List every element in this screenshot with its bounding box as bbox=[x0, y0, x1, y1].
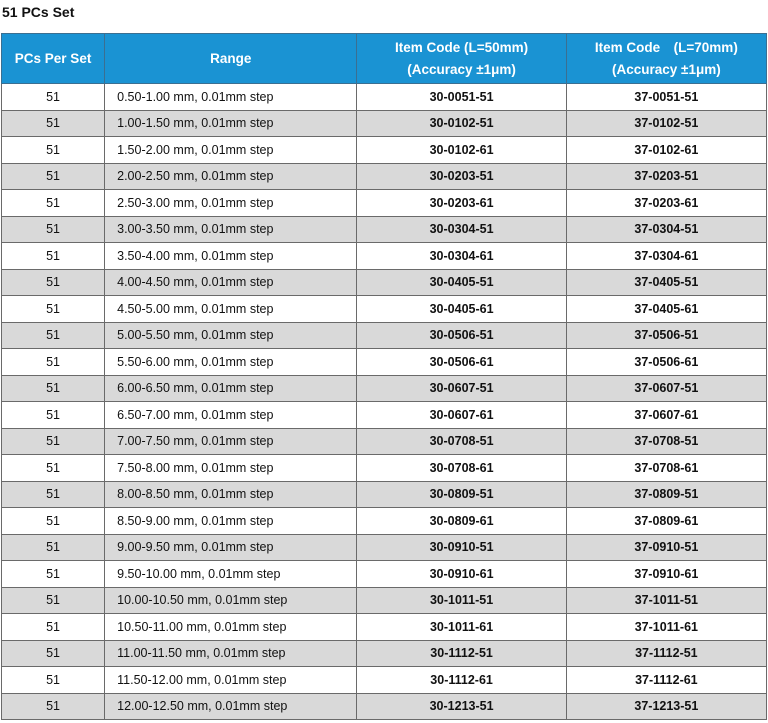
cell-range: 9.50-10.00 mm, 0.01mm step bbox=[105, 561, 357, 588]
cell-code-70: 37-0203-61 bbox=[566, 190, 766, 217]
cell-range: 10.50-11.00 mm, 0.01mm step bbox=[105, 614, 357, 641]
cell-code-70: 37-0809-51 bbox=[566, 481, 766, 508]
cell-code-70: 37-1112-61 bbox=[566, 667, 766, 694]
cell-code-50: 30-1011-61 bbox=[357, 614, 566, 641]
cell-pcs: 51 bbox=[2, 349, 105, 376]
cell-pcs: 51 bbox=[2, 508, 105, 535]
table-row bbox=[2, 216, 767, 243]
gauge-set-table bbox=[1, 33, 767, 720]
cell-pcs: 51 bbox=[2, 163, 105, 190]
cell-code-70: 37-1213-51 bbox=[566, 693, 766, 720]
cell-range: 11.00-11.50 mm, 0.01mm step bbox=[105, 640, 357, 667]
cell-code-50: 30-1112-51 bbox=[357, 640, 566, 667]
cell-code-70: 37-1011-61 bbox=[566, 614, 766, 641]
table-row bbox=[2, 269, 767, 296]
cell-range: 6.50-7.00 mm, 0.01mm step bbox=[105, 402, 357, 429]
cell-range: 0.50-1.00 mm, 0.01mm step bbox=[105, 84, 357, 111]
cell-pcs: 51 bbox=[2, 375, 105, 402]
col-header-pcs bbox=[2, 34, 105, 84]
table-row bbox=[2, 349, 767, 376]
col-header-code-70 bbox=[566, 34, 766, 84]
table-row bbox=[2, 322, 767, 349]
cell-pcs: 51 bbox=[2, 667, 105, 694]
cell-range: 7.50-8.00 mm, 0.01mm step bbox=[105, 455, 357, 482]
cell-pcs: 51 bbox=[2, 110, 105, 137]
cell-pcs: 51 bbox=[2, 84, 105, 111]
cell-code-50: 30-0910-51 bbox=[357, 534, 566, 561]
cell-code-50: 30-0708-51 bbox=[357, 428, 566, 455]
cell-code-50: 30-0102-51 bbox=[357, 110, 566, 137]
cell-code-70: 37-0506-51 bbox=[566, 322, 766, 349]
cell-code-70: 37-0304-61 bbox=[566, 243, 766, 270]
cell-range: 12.00-12.50 mm, 0.01mm step bbox=[105, 693, 357, 720]
cell-range: 4.50-5.00 mm, 0.01mm step bbox=[105, 296, 357, 323]
cell-code-70: 37-0405-61 bbox=[566, 296, 766, 323]
cell-code-70: 37-0607-61 bbox=[566, 402, 766, 429]
cell-range: 1.50-2.00 mm, 0.01mm step bbox=[105, 137, 357, 164]
cell-code-50: 30-0910-61 bbox=[357, 561, 566, 588]
cell-code-50: 30-0203-61 bbox=[357, 190, 566, 217]
cell-pcs: 51 bbox=[2, 243, 105, 270]
cell-pcs: 51 bbox=[2, 322, 105, 349]
cell-code-50: 30-0304-51 bbox=[357, 216, 566, 243]
table-row bbox=[2, 455, 767, 482]
table-row bbox=[2, 508, 767, 535]
table-header-row bbox=[2, 34, 767, 84]
cell-range: 4.00-4.50 mm, 0.01mm step bbox=[105, 269, 357, 296]
cell-code-70: 37-0405-51 bbox=[566, 269, 766, 296]
table-body bbox=[2, 84, 767, 720]
cell-code-50: 30-0607-51 bbox=[357, 375, 566, 402]
col-header-code-70-line1: Item Code (L=70mm) bbox=[594, 39, 738, 55]
cell-code-70: 37-0607-51 bbox=[566, 375, 766, 402]
cell-range: 1.00-1.50 mm, 0.01mm step bbox=[105, 110, 357, 137]
table-row bbox=[2, 534, 767, 561]
page-title: 51 PCs Set bbox=[2, 4, 75, 20]
cell-code-50: 30-0708-61 bbox=[357, 455, 566, 482]
col-header-code-50 bbox=[357, 34, 566, 84]
cell-range: 5.00-5.50 mm, 0.01mm step bbox=[105, 322, 357, 349]
cell-pcs: 51 bbox=[2, 428, 105, 455]
cell-pcs: 51 bbox=[2, 561, 105, 588]
table-row bbox=[2, 640, 767, 667]
cell-code-70: 37-0708-61 bbox=[566, 455, 766, 482]
cell-code-50: 30-0304-61 bbox=[357, 243, 566, 270]
cell-code-70: 37-1011-51 bbox=[566, 587, 766, 614]
cell-range: 10.00-10.50 mm, 0.01mm step bbox=[105, 587, 357, 614]
cell-pcs: 51 bbox=[2, 216, 105, 243]
cell-code-50: 30-0203-51 bbox=[357, 163, 566, 190]
table-row bbox=[2, 137, 767, 164]
cell-code-70: 37-1112-51 bbox=[566, 640, 766, 667]
col-header-pcs-label: PCs Per Set bbox=[14, 50, 92, 66]
cell-code-70: 37-0102-51 bbox=[566, 110, 766, 137]
cell-code-50: 30-1213-51 bbox=[357, 693, 566, 720]
cell-range: 2.00-2.50 mm, 0.01mm step bbox=[105, 163, 357, 190]
cell-pcs: 51 bbox=[2, 296, 105, 323]
table-row bbox=[2, 561, 767, 588]
cell-range: 8.00-8.50 mm, 0.01mm step bbox=[105, 481, 357, 508]
cell-range: 6.00-6.50 mm, 0.01mm step bbox=[105, 375, 357, 402]
cell-range: 5.50-6.00 mm, 0.01mm step bbox=[105, 349, 357, 376]
col-header-code-50-line2: (Accuracy ±1μm) bbox=[407, 61, 516, 77]
cell-code-50: 30-1011-51 bbox=[357, 587, 566, 614]
cell-code-70: 37-0304-51 bbox=[566, 216, 766, 243]
cell-pcs: 51 bbox=[2, 481, 105, 508]
cell-code-50: 30-0607-61 bbox=[357, 402, 566, 429]
cell-pcs: 51 bbox=[2, 534, 105, 561]
cell-code-70: 37-0102-61 bbox=[566, 137, 766, 164]
cell-pcs: 51 bbox=[2, 587, 105, 614]
cell-code-50: 30-0809-61 bbox=[357, 508, 566, 535]
table-row bbox=[2, 375, 767, 402]
cell-code-50: 30-0051-51 bbox=[357, 84, 566, 111]
table-row bbox=[2, 84, 767, 111]
col-header-code-70-line2: (Accuracy ±1μm) bbox=[612, 61, 721, 77]
cell-range: 7.00-7.50 mm, 0.01mm step bbox=[105, 428, 357, 455]
cell-pcs: 51 bbox=[2, 137, 105, 164]
table-row bbox=[2, 587, 767, 614]
col-header-code-50-line1: Item Code (L=50mm) bbox=[395, 39, 529, 55]
cell-code-70: 37-0910-51 bbox=[566, 534, 766, 561]
cell-range: 3.00-3.50 mm, 0.01mm step bbox=[105, 216, 357, 243]
cell-pcs: 51 bbox=[2, 190, 105, 217]
table-row bbox=[2, 667, 767, 694]
cell-code-70: 37-0708-51 bbox=[566, 428, 766, 455]
cell-range: 11.50-12.00 mm, 0.01mm step bbox=[105, 667, 357, 694]
cell-code-70: 37-0203-51 bbox=[566, 163, 766, 190]
col-header-range bbox=[105, 34, 357, 84]
table-row bbox=[2, 481, 767, 508]
table-row bbox=[2, 614, 767, 641]
cell-range: 2.50-3.00 mm, 0.01mm step bbox=[105, 190, 357, 217]
cell-pcs: 51 bbox=[2, 402, 105, 429]
cell-range: 3.50-4.00 mm, 0.01mm step bbox=[105, 243, 357, 270]
table-row bbox=[2, 163, 767, 190]
cell-range: 9.00-9.50 mm, 0.01mm step bbox=[105, 534, 357, 561]
cell-code-70: 37-0910-61 bbox=[566, 561, 766, 588]
cell-code-70: 37-0051-51 bbox=[566, 84, 766, 111]
table-row bbox=[2, 110, 767, 137]
table-row bbox=[2, 296, 767, 323]
table-row bbox=[2, 428, 767, 455]
col-header-range-label: Range bbox=[210, 50, 252, 66]
cell-code-50: 30-0405-61 bbox=[357, 296, 566, 323]
table-row bbox=[2, 693, 767, 720]
cell-code-50: 30-0506-61 bbox=[357, 349, 566, 376]
table-row bbox=[2, 190, 767, 217]
cell-code-50: 30-0405-51 bbox=[357, 269, 566, 296]
cell-code-70: 37-0809-61 bbox=[566, 508, 766, 535]
cell-code-50: 30-0809-51 bbox=[357, 481, 566, 508]
cell-pcs: 51 bbox=[2, 455, 105, 482]
cell-pcs: 51 bbox=[2, 269, 105, 296]
cell-code-50: 30-0506-51 bbox=[357, 322, 566, 349]
cell-pcs: 51 bbox=[2, 614, 105, 641]
cell-code-50: 30-1112-61 bbox=[357, 667, 566, 694]
cell-code-50: 30-0102-61 bbox=[357, 137, 566, 164]
table-row bbox=[2, 402, 767, 429]
cell-pcs: 51 bbox=[2, 640, 105, 667]
cell-range: 8.50-9.00 mm, 0.01mm step bbox=[105, 508, 357, 535]
cell-code-70: 37-0506-61 bbox=[566, 349, 766, 376]
table-row bbox=[2, 243, 767, 270]
cell-pcs: 51 bbox=[2, 693, 105, 720]
